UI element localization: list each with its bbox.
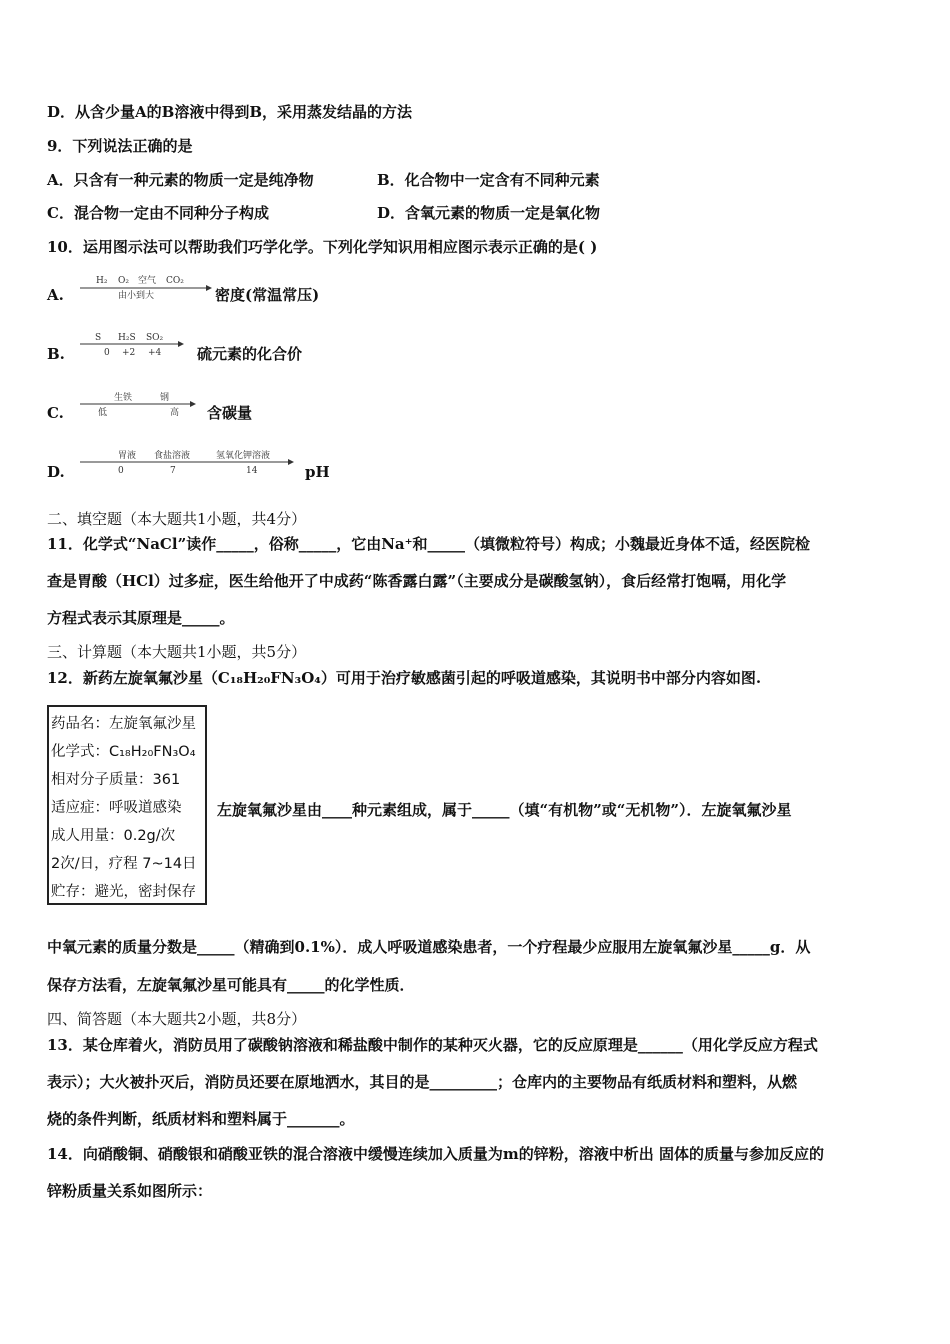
q10-c-item-1: 生铁 (114, 393, 133, 403)
q10-option-a-label: 密度(常温常压) (215, 286, 320, 304)
q10-d-item-1: 胃液 (118, 451, 137, 461)
q10-d-val-2: 7 (170, 466, 176, 476)
q10-c-low: 低 (98, 408, 108, 418)
q10-stem: 10．运用图示法可以帮助我们巧学化学。下列化学知识用相应图示表示正确的是( ) (47, 238, 598, 256)
q10-a-bottom: 由小到大 (118, 291, 155, 301)
drug-name: 药品名：左旋氧氟沙星 (51, 716, 196, 732)
q13-line-2: 表示）；大火被扑灭后，消防员还要在原地洒水，其目的是_________；仓库内的主要物品有纸质材料和塑料，从燃 (47, 1073, 798, 1091)
q9-option-c: C．混合物一定由不同种分子构成 (47, 204, 269, 222)
q10-a-item-4: CO₂ (166, 276, 184, 286)
q12-line-1: 12．新药左旋氧氟沙星（C₁₈H₂₀FN₃O₄）可用于治疗敏感菌引起的呼吸道感染，其说明书中部分内容如图. (47, 669, 762, 687)
drug-dose: 成人用量：0.2g/次 (51, 828, 176, 844)
q10-a-item-3: 空气 (138, 276, 157, 286)
q10-d-item-2: 食盐溶液 (154, 451, 191, 461)
q12-side-text: 左旋氧氟沙星由____种元素组成，属于_____（填“有机物”或“无机物”）．左旋氧氟沙星 (217, 801, 792, 819)
q10-c-item-2: 钢 (160, 393, 170, 403)
q12-line-3: 保存方法看，左旋氧氟沙星可能具有_____的化学性质． (47, 976, 415, 994)
q10-option-b-diagram (78, 330, 188, 364)
q10-d-item-3: 氢氧化钾溶液 (216, 451, 271, 461)
q10-c-high: 高 (170, 408, 180, 418)
q10-a-item-1: H₂ (96, 276, 108, 286)
section-3-title: 三、计算题（本大题共1小题，共5分） (47, 643, 307, 661)
q10-b-item-1: S (95, 333, 102, 343)
q9-option-b: B．化合物中一定含有不同种元素 (377, 171, 600, 189)
q10-b-val-2: +2 (122, 348, 136, 358)
q10-option-d-label: pH (305, 463, 330, 481)
drug-storage: 贮存：避光，密封保存 (51, 884, 196, 900)
q10-option-b-label: 硫元素的化合价 (197, 345, 303, 363)
q10-option-a-diagram (78, 272, 213, 306)
q10-b-val-1: 0 (104, 348, 110, 358)
q11-line-1: 11．化学式“NaCl”读作_____，俗称_____，它由Na⁺和_____（填微粒符号）构成；小魏最近身体不适，经医院检 (47, 535, 811, 553)
q10-option-c-diagram (78, 390, 203, 424)
section-4-title: 四、简答题（本大题共2小题，共8分） (47, 1010, 307, 1028)
q11-line-2: 查是胃酸（HCl）过多症，医生给他开了中成药“陈香露白露”（主要成分是碳酸氢钠），食后经常打饱嗝，用化学 (47, 572, 787, 590)
q8-option-d: D．从含少量A的B溶液中得到B，采用蒸发结晶的方法 (47, 103, 413, 121)
q9-stem: 9．下列说法正确的是 (47, 137, 193, 155)
q10-b-item-2: H₂S (118, 333, 136, 343)
q10-b-val-3: +4 (148, 348, 162, 358)
q14-line-2: 锌粉质量关系如图所示： (47, 1182, 213, 1200)
q13-line-3: 烧的条件判断，纸质材料和塑料属于_______。 (47, 1110, 355, 1128)
q10-option-d-letter: D. (47, 463, 65, 481)
q10-d-val-3: 14 (246, 466, 258, 476)
drug-indication: 适应症：呼吸道感染 (51, 800, 182, 816)
section-2-title: 二、填空题（本大题共1小题，共4分） (47, 510, 307, 528)
q10-a-item-2: O₂ (118, 276, 129, 286)
q13-line-1: 13．某仓库着火，消防员用了碳酸钠溶液和稀盐酸中制作的某种灭火器，它的反应原理是______（用化学反应方程式 (47, 1036, 818, 1054)
q10-b-item-3: SO₂ (146, 333, 164, 343)
drug-molar-mass: 相对分子质量：361 (51, 772, 181, 788)
q10-option-c-letter: C. (47, 404, 64, 422)
q9-option-a: A．只含有一种元素的物质一定是纯净物 (47, 171, 314, 189)
drug-course: 2次/日，疗程 7~14日 (51, 856, 197, 872)
drug-formula: 化学式：C₁₈H₂₀FN₃O₄ (51, 744, 196, 760)
q10-option-c-label: 含碳量 (207, 404, 253, 422)
q11-line-3: 方程式表示其原理是_____。 (47, 609, 235, 627)
drug-label-box (47, 705, 207, 905)
q10-option-a-letter: A. (47, 286, 64, 304)
q10-option-d-diagram (78, 448, 298, 482)
q14-line-1: 14．向硝酸铜、硝酸银和硝酸亚铁的混合溶液中缓慢连续加入质量为m的锌粉，溶液中析出 固体的质量与参加反应的 (47, 1145, 824, 1163)
q10-d-val-1: 0 (118, 466, 124, 476)
q10-option-b-letter: B. (47, 345, 65, 363)
q9-option-d: D．含氧元素的物质一定是氧化物 (377, 204, 601, 222)
q12-line-2: 中氧元素的质量分数是_____（精确到0.1%）．成人呼吸道感染患者，一个疗程最少应服用左旋氧氟沙星_____g．从 (47, 938, 811, 956)
